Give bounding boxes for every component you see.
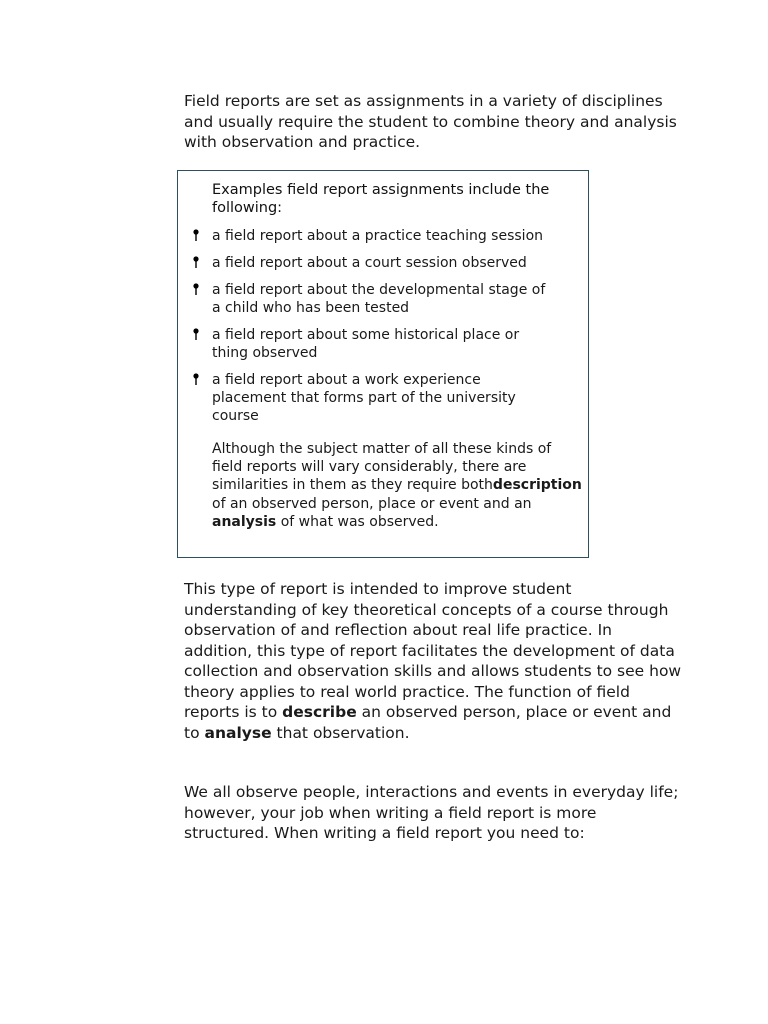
purpose-text-1: This type of report is intended to improve student understanding of key theoretical concepts of a course through observation of and reflection about real life practice. In addition, this type of report facilitates the development of data collection and observation skills and allows students to see how theory applies to real world practice. The function of field reports is to (184, 580, 682, 721)
pin-bullet-icon (193, 373, 199, 386)
list-item-text: a field report about a court session observed (212, 255, 527, 271)
purpose-bold-describe: describe (282, 703, 357, 721)
summary-text-2: of an observed person, place or event and an (212, 495, 532, 512)
list-item-text: a field report about some historical place or thing observed (212, 327, 520, 361)
purpose-text-3: that observation. (271, 723, 410, 742)
intro-paragraph: Field reports are set as assignments in a variety of disciplines and usually require the student to combine theory and analysis with observation and practice. (184, 92, 677, 151)
list-item (178, 326, 552, 362)
purpose-bold-analyse: analyse (204, 723, 272, 742)
summary-bold-analysis: analysis (212, 513, 277, 530)
pin-bullet-icon (193, 229, 199, 242)
pin-bullet-icon (193, 283, 199, 296)
summary-bold-description: description (492, 477, 582, 494)
purpose-paragraph (184, 579, 684, 743)
pin-bullet-icon (193, 256, 199, 269)
purpose-text-2: an observed person, place or event and to (184, 703, 672, 742)
list-item (178, 281, 552, 317)
list-item-text: a field report about the developmental stage of a child who has been tested (212, 282, 546, 316)
pin-bullet-icon (193, 328, 199, 341)
list-item (178, 254, 552, 272)
examples-heading: Examples field report assignments include the following: (212, 182, 550, 216)
summary-text-1: Although the subject matter of all these kinds of field reports will vary considerably, there are similarities in them as they require both (212, 441, 552, 494)
list-item (178, 227, 552, 245)
examples-list (178, 227, 588, 434)
observation-paragraph: We all observe people, interactions and events in everyday life; however, your job when writing a field report is more structured. When writing a field report you need to: (184, 783, 679, 842)
examples-box (177, 170, 589, 558)
list-item (178, 371, 552, 425)
list-item-text: a field report about a work experience placement that forms part of the university course (212, 372, 516, 424)
examples-summary (212, 440, 584, 531)
summary-text-3: of what was observed. (276, 513, 439, 530)
list-item-text: a field report about a practice teaching session (212, 228, 544, 244)
